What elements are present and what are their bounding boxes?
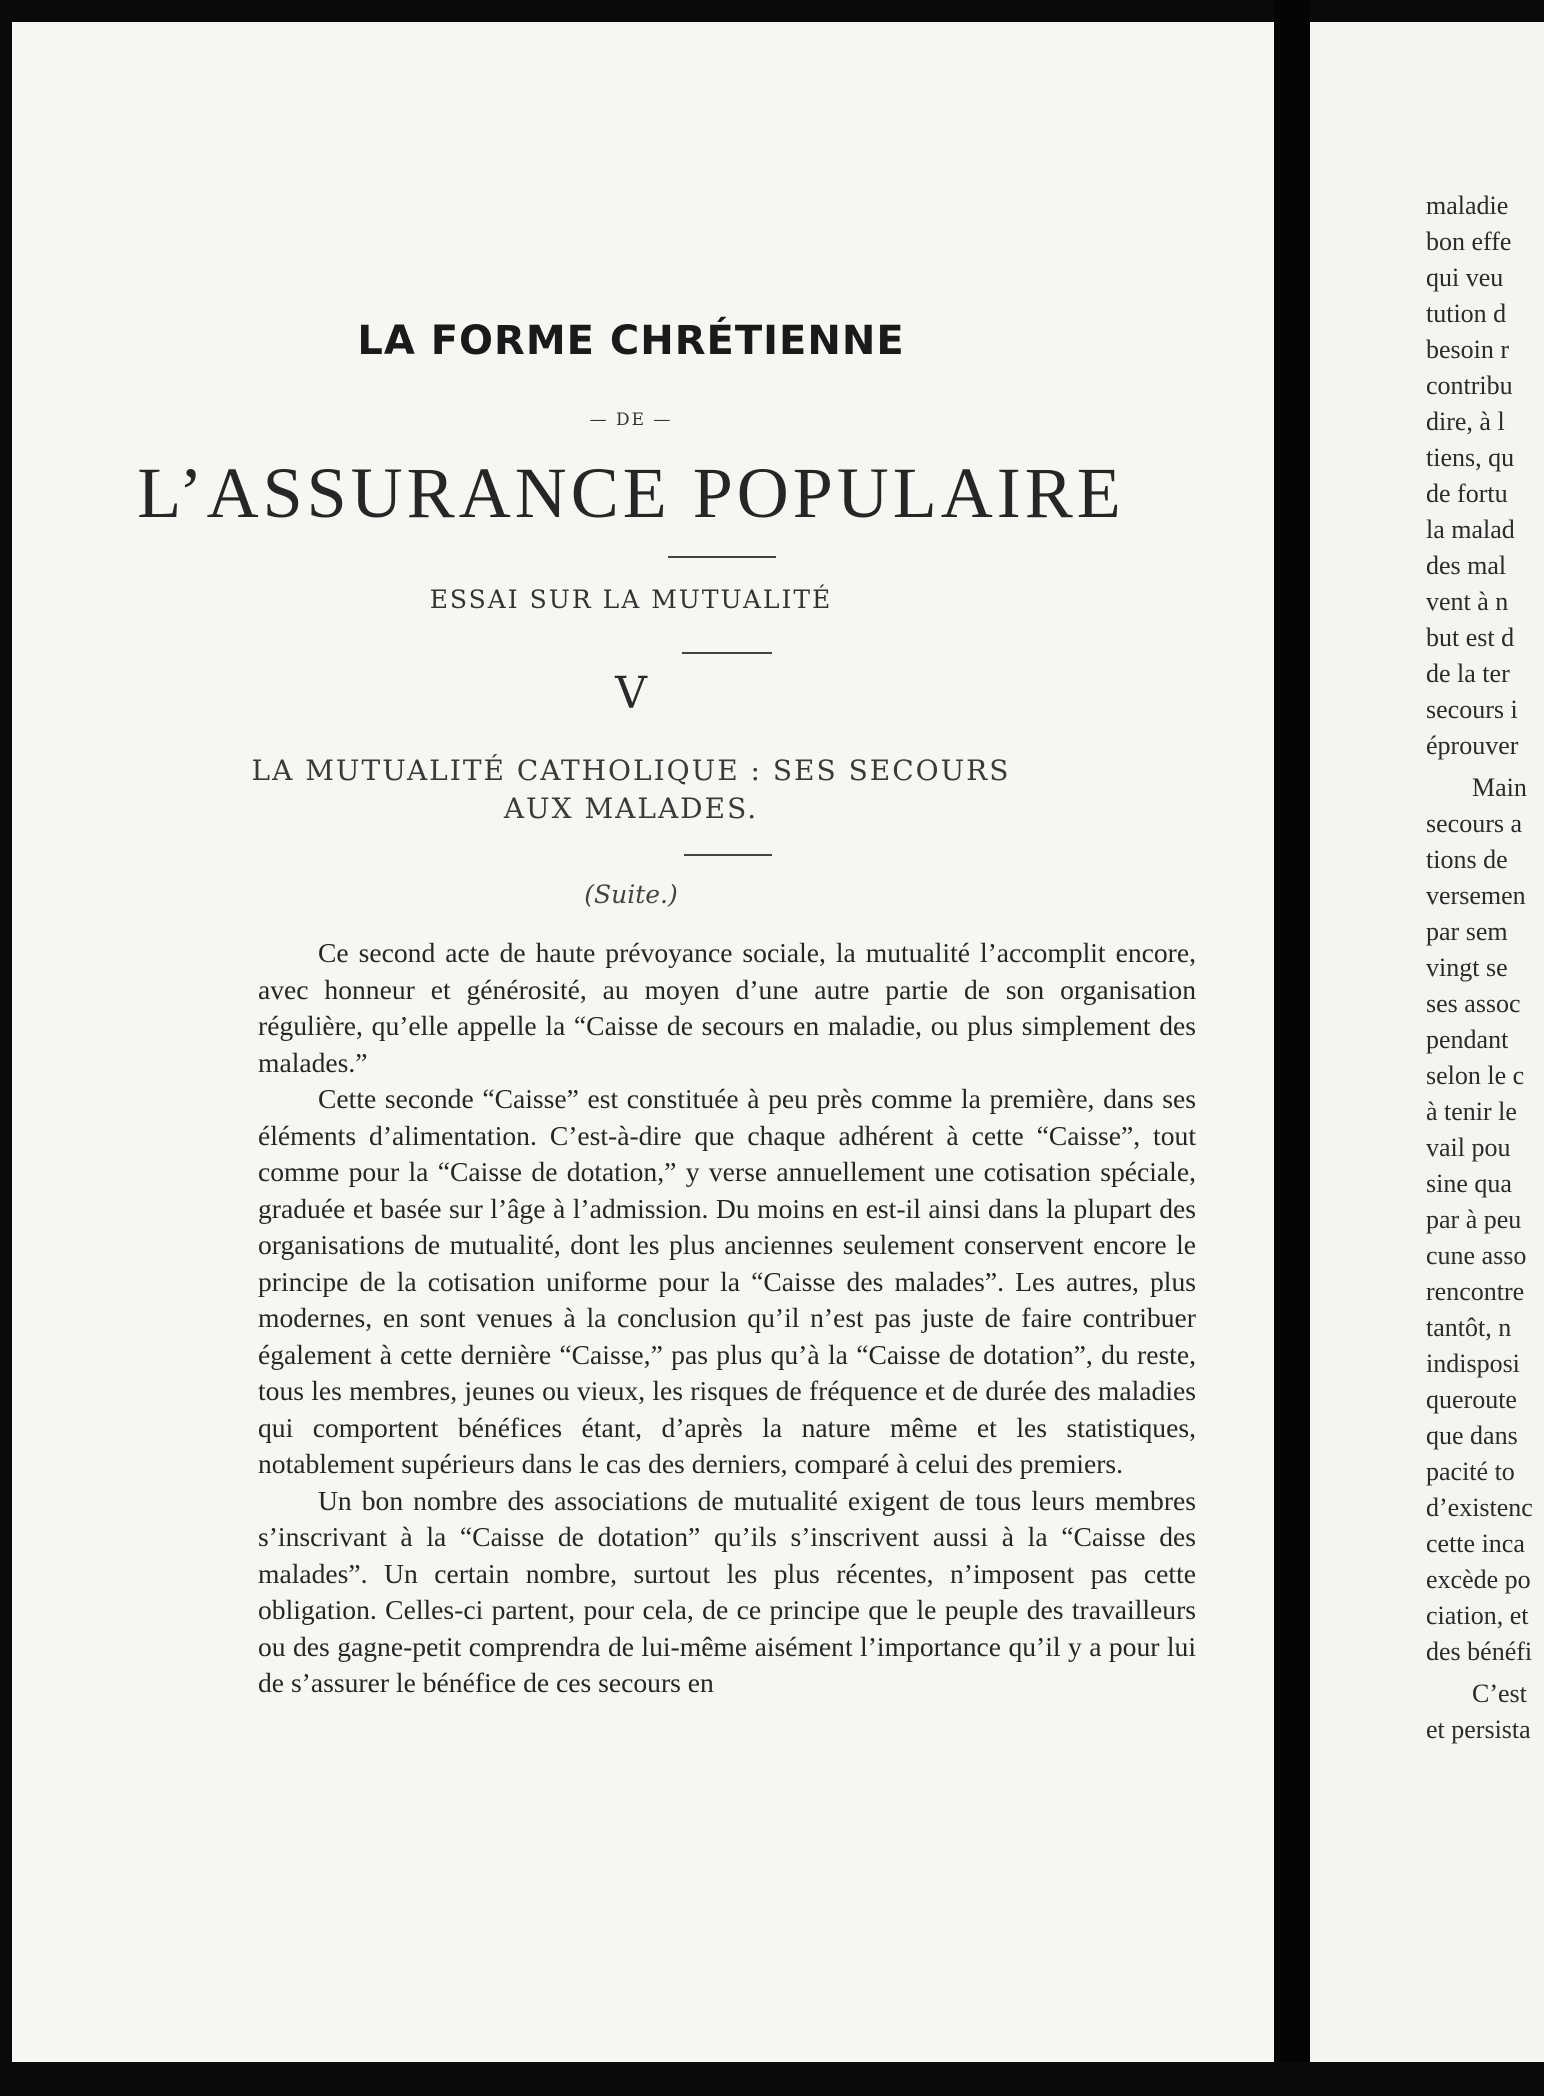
page-title: LA FORME CHRÉTIENNE — [357, 318, 905, 364]
right-page-line: tiens, qu — [1426, 443, 1515, 472]
right-page-line: besoin r — [1426, 335, 1510, 364]
right-page-text — [1426, 188, 1544, 1748]
right-page-line: de fortu — [1426, 479, 1508, 508]
body-text — [258, 935, 1196, 1702]
right-page-line: cune asso — [1426, 1241, 1527, 1270]
right-page-line: rencontre — [1426, 1277, 1525, 1306]
right-page-line: versemen — [1426, 881, 1526, 910]
right-page-line: pacité to — [1426, 1457, 1515, 1486]
scan-border — [0, 2062, 1544, 2096]
right-page-line: vent à n — [1426, 587, 1509, 616]
right-page-line: tution d — [1426, 299, 1507, 328]
right-page-line: par à peu — [1426, 1205, 1522, 1234]
right-page-line: que dans — [1426, 1421, 1518, 1450]
right-page-line: vingt se — [1426, 953, 1508, 982]
chapter-number: V — [615, 668, 647, 719]
right-page-line: selon le c — [1426, 1061, 1525, 1090]
right-page-line: bon effe — [1426, 227, 1512, 256]
right-page-line: secours i — [1426, 695, 1518, 724]
right-page-line: des mal — [1426, 551, 1507, 580]
right-page-line: de la ter — [1426, 659, 1510, 688]
paragraph: Ce second acte de haute prévoyance sociale, la mutualité l’accomplit encore, avec honneur et générosité, au moyen d’une autre partie de son organisation régulière, qu’elle appelle la “Caisse de secours en maladie, ou plus simplement des malades.” — [258, 937, 1196, 1078]
right-page-line: Main — [1472, 773, 1527, 802]
divider-rule — [684, 854, 772, 856]
right-page-line: but est d — [1426, 623, 1515, 652]
divider-rule — [682, 652, 772, 654]
right-page-line: d’existenc — [1426, 1493, 1533, 1522]
right-page-line: maladie — [1426, 191, 1509, 220]
right-page-line: cette inca — [1426, 1529, 1525, 1558]
right-page-line: la malad — [1426, 515, 1515, 544]
right-page-line: sine qua — [1426, 1169, 1512, 1198]
book-gutter — [1274, 0, 1310, 2096]
chapter-title: LA MUTUALITÉ CATHOLIQUE : SES SECOURS AUX MALADES. — [251, 754, 1011, 825]
right-page-line: des bénéfi — [1426, 1637, 1533, 1666]
title-connector: — DE — — [589, 410, 673, 430]
right-page-line: éprouver — [1426, 731, 1519, 760]
divider-rule — [668, 556, 776, 558]
right-page-line: et persista — [1426, 1715, 1531, 1744]
right-page-line: contribu — [1426, 371, 1513, 400]
right-page-line: tions de — [1426, 845, 1508, 874]
page-subtitle: L’ASSURANCE POPULAIRE — [137, 453, 1125, 533]
right-page-line: C’est — [1472, 1679, 1527, 1708]
right-page-line: ciation, et — [1426, 1601, 1529, 1630]
right-page-line: ses assoc — [1426, 989, 1521, 1018]
paragraph: Cette seconde “Caisse” est constituée à peu près comme la première, dans ses éléments d’alimentation. C’est-à-dire que chaque adhérent à cette “Caisse”, tout comme pour la “Caisse de dotation,” y verse annuellement une cotisation spéciale, graduée et basée sur l’âge à l’admission. Du moins en est-il ainsi dans la plupart des organisations de mutualité, dont les plus anciennes seulement conservent encore le principe de la cotisation uniforme pour la “Caisse des malades”. Les autres, plus modernes, en sont venues à la conclusion qu’il n’est pas juste de faire contribuer également à cette dernière “Caisse,” pas plus qu’à la “Caisse de dotation”, du reste, tous les membres, jeunes ou vieux, les risques de fréquence et de durée des maladies qui comportent bénéfices étant, d’après la nature même et les statistiques, notablement supérieurs dans le cas des derniers, comparé à celui des premiers. — [258, 1083, 1196, 1479]
right-page-line: secours a — [1426, 809, 1523, 838]
right-page-line: excède po — [1426, 1565, 1531, 1594]
continuation-note: (Suite.) — [584, 880, 678, 909]
paragraph: Un bon nombre des associations de mutualité exigent de tous leurs membres s’inscrivant à la “Caisse de dotation” qu’ils s’inscrivent aussi à la “Caisse des malades”. Un certain nombre, surtout les plus récentes, n’imposent pas cette obligation. Celles-ci partent, pour cela, de ce principe que le peuple des travailleurs ou des gagne-petit comprendra de lui-même aisément l’importance qu’il y a pour lui de s’assurer le bénéfice de ces secours en — [258, 1484, 1196, 1698]
right-page-line: vail pou — [1426, 1133, 1511, 1162]
right-page-line: dire, à l — [1426, 407, 1505, 436]
right-page-line: tantôt, n — [1426, 1313, 1512, 1342]
right-page-line: à tenir le — [1426, 1097, 1517, 1126]
right-page-line: indisposi — [1426, 1349, 1520, 1378]
essay-heading: ESSAI SUR LA MUTUALITÉ — [429, 585, 833, 614]
right-page-line: qui veu — [1426, 263, 1504, 292]
right-page-line: pendant — [1426, 1025, 1509, 1054]
right-page-line: queroute — [1426, 1385, 1517, 1414]
right-page-line: par sem — [1426, 917, 1508, 946]
